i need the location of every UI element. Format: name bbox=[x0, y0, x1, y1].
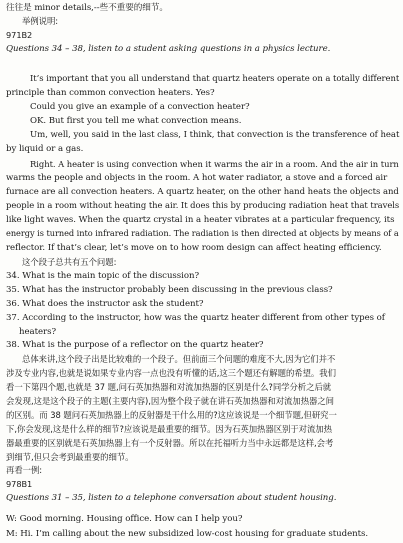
text-line: W: Good morning. Housing office. How can I help you? bbox=[6, 514, 243, 524]
text-line: principle than common convection heaters. Yes? bbox=[6, 88, 215, 98]
text-line: 涉及专业内容,也就是说如果专业内容一点也没有听懂的话,这三个题还有解题的希望。我们 bbox=[6, 368, 336, 378]
text-line: 这个段子总共有五个问题: bbox=[22, 257, 117, 267]
text-line: 再看一例: bbox=[6, 465, 43, 475]
text-line: 34. What is the main topic of the discussion? bbox=[6, 271, 200, 281]
text-line: Questions 31 – 35, listen to a telephone conversation about student housing. bbox=[6, 493, 337, 503]
text-line: 举例说明: bbox=[22, 16, 59, 26]
text-line: OK. But first you tell me what convection means. bbox=[30, 116, 242, 126]
text-line: 下,你会发现,这是什么样的细节?应该说是最重要的细节。因为石英加热器区别于对流加热 bbox=[6, 424, 332, 434]
text-line: 37. According to the instructor, how was the quartz heater different from other types of bbox=[6, 313, 385, 323]
text-line: It’s important that you all understand that quartz heaters operate on a totally different bbox=[30, 74, 400, 84]
text-line: Could you give an example of a convection heater? bbox=[30, 102, 250, 112]
text-line: 会发现,这是这个段子的主题(主要内容),因为整个段子就在讲石英加热器和对流加热器之间 bbox=[6, 396, 335, 406]
text-line: heaters? bbox=[19, 327, 57, 337]
text-line: 到细节,但只会考到最重要的细节。 bbox=[6, 452, 134, 462]
text-line: 35. What has the instructor probably been discussing in the previous class? bbox=[6, 285, 333, 295]
text-line: 看一下第四个题,也就是 37 题,问石英加热器和对流加热器的区别是什么?同学分析之后就 bbox=[6, 382, 332, 392]
text-line: people in a room without heating the air. It does this by producing radiation heat that travels bbox=[6, 201, 400, 211]
text-line: 38. What is the purpose of a reflector on the quartz heater? bbox=[6, 340, 264, 350]
text-line: by liquid or a gas. bbox=[6, 144, 84, 154]
text-line: Um, well, you said in the last class, I think, that convection is the transference of heat bbox=[30, 130, 400, 140]
text-line: Questions 34 – 38, listen to a student asking questions in a physics lecture. bbox=[6, 44, 331, 54]
text-line: warms the people and objects in the room. A hot water radiator, a stove and a forced air bbox=[6, 173, 388, 183]
text-line: furnace are all convection heaters. A quartz heater, on the other hand heats the objects and bbox=[6, 187, 399, 197]
text-line: 978B1 bbox=[6, 479, 33, 489]
text-line: 36. What does the instructor ask the student? bbox=[6, 299, 204, 309]
text-line: 总体来讲,这个段子出是比较难的一个段子。但前面三个问题的难度不大,因为它们并不 bbox=[22, 354, 336, 364]
text-line: 器最重要的区别就是石英加热器上有一个反射器。所以在托福听力当中永远都是这样,会考 bbox=[6, 438, 334, 448]
text-line: Right. A heater is using convection when it warms the air in a room. And the air in turn bbox=[30, 160, 399, 170]
text-line: like light waves. When the quartz crystal in a heater vibrates at a particular frequency, its bbox=[6, 215, 395, 225]
text-line: 971B2 bbox=[6, 30, 33, 40]
text-line: reflector. If that’s clear, let’s move on to how room design can affect heating efficiency. bbox=[6, 243, 382, 253]
text-line: M: Hi. I’m calling about the new subsidized low-cost housing for graduate students. bbox=[6, 529, 369, 539]
text-line: 的区别。而 38 题问石英加热器上的反射器是干什么用的?这应该说是一个细节题,但研究一 bbox=[6, 410, 337, 420]
text-line: 往往是 minor details,--些不重要的细节。 bbox=[6, 3, 168, 13]
text-line: energy is turned into infrared radiation. The radiation is then directed at objects by means of a bbox=[6, 229, 399, 239]
